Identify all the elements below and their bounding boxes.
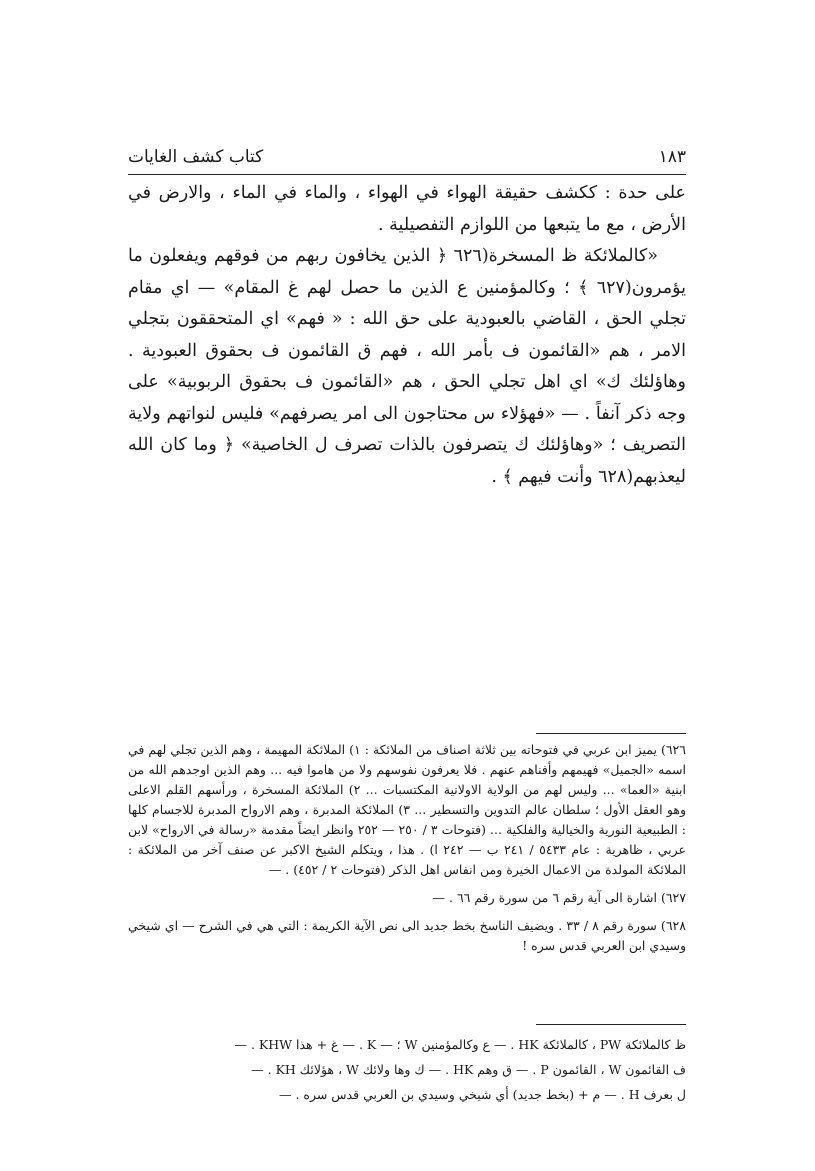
footnote-divider bbox=[536, 733, 686, 734]
page-header bbox=[128, 140, 686, 175]
running-title: كتاب كشف الغايات bbox=[128, 147, 264, 167]
body-paragraph: على حدة : ككشف حقيقة الهواء في الهواء ، والماء في الماء ، والارض في الأرض ، مع ما يتبعها من اللوازم التفصيلية . bbox=[128, 183, 686, 235]
variant-line: ل بعرف H . — م + (بخط جديد) أي شيخي وسيدي بن العربي قدس سره . — bbox=[278, 1087, 686, 1102]
critical-apparatus bbox=[128, 1032, 686, 1107]
apparatus-divider bbox=[536, 1024, 686, 1025]
main-text bbox=[128, 178, 686, 493]
variant-line: ظ كالملائكة PW ، كالملائكة HK . — ع وكالمؤمنين W ؛ — K . — غ + هذا KHW . — bbox=[234, 1037, 686, 1052]
body-paragraph: «كالملائكة ظ المسخرة(٦٢٦ ﴿ الذين يخافون ربهم من فوقهم ويفعلون ما يؤمرون(٦٢٧ ﴾ ؛ وكالمؤمنين ع الذين ما حصل لهم غ المقام» — اي مقام تجلي الحق ، القاضي بالعبودية على حق الله : « فهم» اي المتحققون بتجلي الامر ، هم «القائمون ف بأمر الله ، فهم ق القائمون ف بحقوق العبودية . وهاؤلئك ك» اي اهل تجلي الحق ، هم «القائمون ف بحقوق الربوبية» على وجه ذكر آنفاً . — «فهؤلاء س محتاجون الى امر يصرفهم» فليس لنواتهم ولاية التصريف ؛ «وهاؤلئك ك يتصرفون بالذات تصرف ل الخاصية» ﴿ وما كان الله ليعذبهم(٦٢٨ وأنت فيهم ﴾ . bbox=[128, 246, 686, 487]
footnote-626: ٦٢٦) يميز ابن عربي في فتوحاته بين ثلاثة اصناف من الملائكة : ١) الملائكة المهيمة ، وهم الذين تجلي لهم في اسمه «الجميل» فهيمهم وأفناهم عنهم . فلا يعرفون نفوسهم ولا من هاموا فيه ... وهم الذين اوجدهم الله من ابنية «العما» ... وليس لهم من الولاية الاولانية المكتسبات ... ٢) الملائكة المسخرة ، ورأسهم القلم الاعلى وهو العقل الأول ؛ سلطان عالم التدوين والتسطير ... ٣) الملائكة المدبرة ، وهم الارواح المدبرة للاجسام كلها : الطبيعية النورية والخيالية والفلكية ... (فتوحات ٣ / ٢٥٠ — ٢٥٢ وانظر ايضاً مقدمة «رسالة في الارواح» لابن عربي ، ظاهرية : عام ٥٤٣٣ / ٢٤١ ب — ٢٤٢ ا) . هذا ، ويتكلم الشيخ الاكبر عن صنف آخر من الملائكة : الملائكة المولدة من الاعمال الخيرة ومن انفاس اهل الذكر (فتوحات ٢ / ٤٥٢) . — bbox=[128, 742, 687, 877]
footnotes bbox=[128, 740, 686, 964]
footnote-627: ٦٢٧) اشارة الى آية رقم ٦ من سورة رقم ٦٦ . — bbox=[432, 890, 686, 905]
page-number: ١٨٣ bbox=[658, 147, 686, 167]
variant-line: ف القائمون W ، القائمون P . — ق وهم HK . — ك وها ولائك W ، هؤلائك KH . — bbox=[251, 1062, 686, 1077]
footnote-628: ٦٢٨) سورة رقم ٨ / ٣٣ . ويضيف الناسخ بخط جديد الى نص الآية الكريمة : التي هي في الشرح — اي شيخي وسيدي ابن العربي قدس سره ! bbox=[128, 918, 686, 953]
